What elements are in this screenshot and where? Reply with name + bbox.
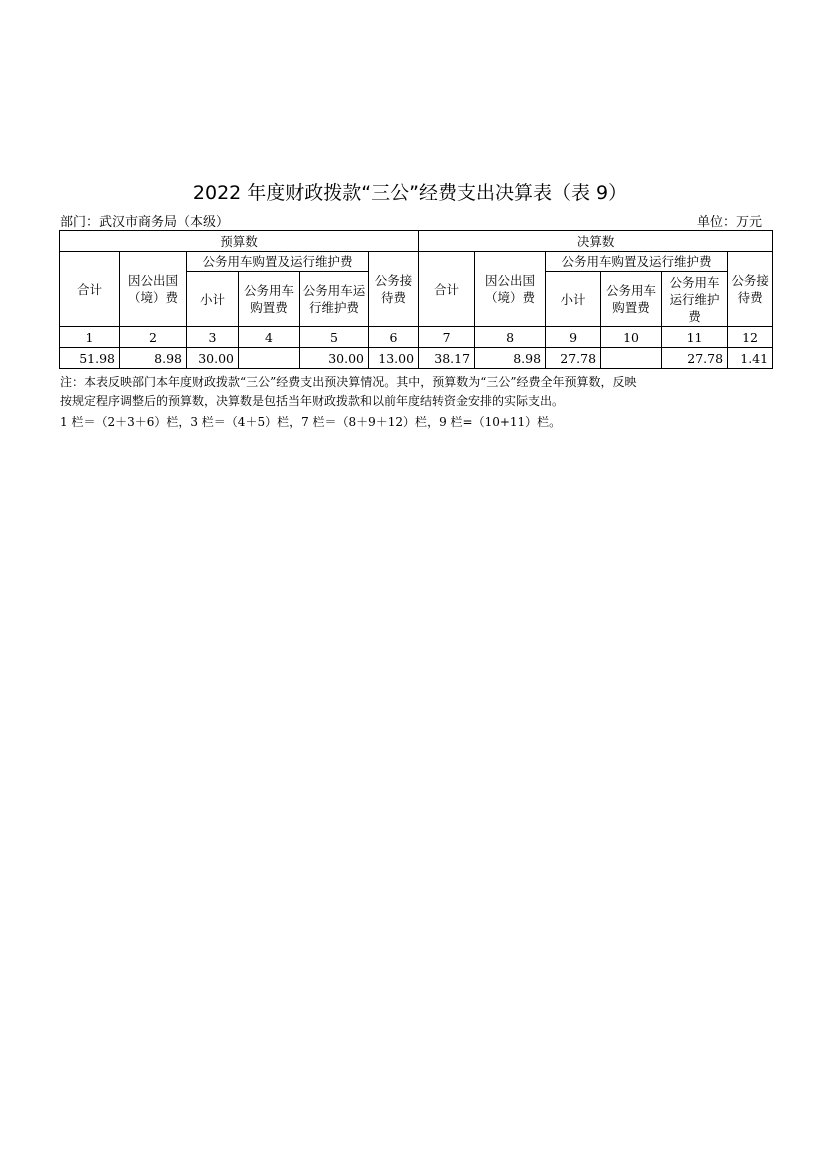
col-number: 9 bbox=[546, 327, 601, 348]
header-subtotal: 小计 bbox=[546, 272, 601, 327]
value-cell: 30.00 bbox=[187, 348, 239, 369]
value-cell: 27.78 bbox=[662, 348, 728, 369]
col-number: 12 bbox=[728, 327, 773, 348]
header-abroad: 因公出国（境）费 bbox=[475, 252, 546, 327]
unit-label: 单位：万元 bbox=[696, 215, 762, 230]
header-vehicle-operation: 公务用车运行维护费 bbox=[300, 272, 369, 327]
value-cell: 27.78 bbox=[546, 348, 601, 369]
value-cell: 8.98 bbox=[475, 348, 546, 369]
value-cell: 30.00 bbox=[300, 348, 369, 369]
note-line-2: 按规定程序调整后的预算数，决算数是包括当年财政拨款和以前年度结转资金安排的实际支出。 bbox=[60, 394, 565, 408]
col-number: 6 bbox=[369, 327, 419, 348]
value-cell: 13.00 bbox=[369, 348, 419, 369]
budget-group-header: 预算数 bbox=[60, 231, 419, 252]
header-subtotal: 小计 bbox=[187, 272, 239, 327]
col-number: 1 bbox=[60, 327, 120, 348]
page-title: 2022 年度财政拨款“三公”经费支出决算表（表 9） bbox=[192, 182, 628, 204]
value-cell: 1.41 bbox=[728, 348, 773, 369]
value-cell bbox=[601, 348, 662, 369]
header-vehicle-purchase: 公务用车购置费 bbox=[239, 272, 300, 327]
col-number: 8 bbox=[475, 327, 546, 348]
column-number-row bbox=[60, 327, 773, 348]
header-reception: 公务接待费 bbox=[728, 252, 773, 327]
header-vehicle-operation: 公务用车运行维护费 bbox=[662, 272, 728, 327]
col-number: 7 bbox=[419, 327, 475, 348]
header-vehicle-group: 公务用车购置及运行维护费 bbox=[546, 252, 728, 272]
value-cell bbox=[239, 348, 300, 369]
note-line-1: 注：本表反映部门本年度财政拨款“三公”经费支出预决算情况。其中，预算数为“三公”经费全年预算数，反映 bbox=[60, 375, 637, 389]
col-number: 5 bbox=[300, 327, 369, 348]
value-row bbox=[60, 348, 773, 369]
department-label: 部门：武汉市商务局（本级） bbox=[60, 215, 230, 230]
col-number: 10 bbox=[601, 327, 662, 348]
header-vehicle-purchase: 公务用车购置费 bbox=[601, 272, 662, 327]
col-number: 4 bbox=[239, 327, 300, 348]
value-cell: 51.98 bbox=[60, 348, 120, 369]
note-line-3: 1 栏＝（2＋3＋6）栏，3 栏＝（4＋5）栏，7 栏＝（8＋9＋12）栏，9 栏=（10+11）栏。 bbox=[60, 415, 562, 429]
header-vehicle-group: 公务用车购置及运行维护费 bbox=[187, 252, 369, 272]
header-total: 合计 bbox=[60, 252, 120, 327]
final-group-header: 决算数 bbox=[419, 231, 773, 252]
header-abroad: 因公出国（境）费 bbox=[120, 252, 187, 327]
expenditure-table bbox=[59, 230, 773, 369]
col-number: 11 bbox=[662, 327, 728, 348]
header-total: 合计 bbox=[419, 252, 475, 327]
col-number: 2 bbox=[120, 327, 187, 348]
header-reception: 公务接待费 bbox=[369, 252, 419, 327]
col-number: 3 bbox=[187, 327, 239, 348]
value-cell: 38.17 bbox=[419, 348, 475, 369]
value-cell: 8.98 bbox=[120, 348, 187, 369]
